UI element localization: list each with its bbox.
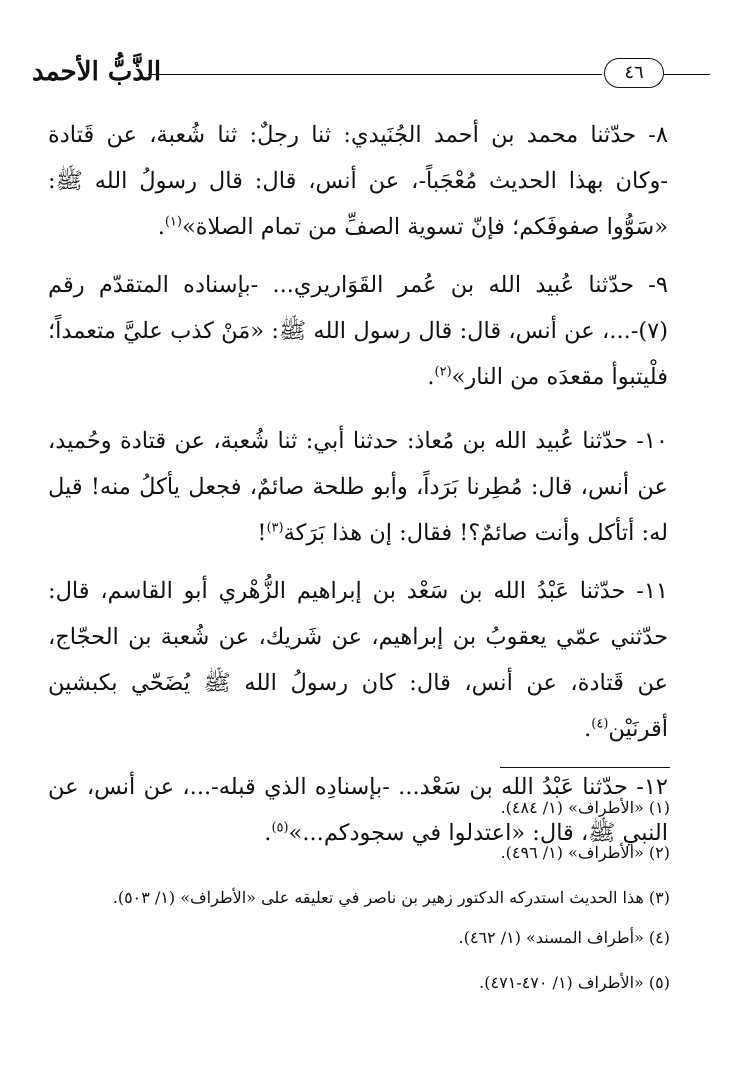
- hadith-10: ١٠- حدّثنا عُبيد الله بن مُعاذ: حدثنا أبي: ثنا شُعبة، عن قتادة وحُميد، عن أنس، قال: مُطِرنا بَرَداً، وأبو طلحة صائمٌ، فجعل يأكلُ منه! قيل له: أتأكل وأنت صائمٌ؟! فقال: إن هذا بَرَكة$^{(٣)}$!: [48, 428, 668, 546]
- book-title: الذَّبُّ الأحمد: [32, 57, 162, 87]
- header-rule: [148, 74, 602, 75]
- footnote-ref-2[interactable]: (٢): [434, 364, 452, 380]
- footnote-4: (٤) «أطراف المسند» (١/ ٤٦٢).: [458, 928, 670, 947]
- footnote-ref-3[interactable]: (٣): [266, 520, 284, 536]
- footnote-ref-4[interactable]: (٤): [591, 716, 609, 732]
- footnote-5: (٥) «الأطراف (١/ ٤٧٠-٤٧١).: [479, 973, 670, 992]
- hadith-8: ٨- حدّثنا محمد بن أحمد الجُنَيدي: ثنا رجلٌ: ثنا شُعبة، عن قَتادة -وكان بهذا الحديث مُعْجَباً-، عن أنس، قال: قال رسولُ الله ﷺ: «سَوُّوا صفوفَكم؛ فإنّ تسوية الصفِّ من تمام الصلاة»$^{(١)}$.: [48, 122, 668, 240]
- hadith-12: ١٢- حدّثنا عَبْدُ الله بن سَعْد... -بإسنادِه الذي قبله-...، عن أنس، عن النبي ﷺ، قال: «اعتدلوا في سجودكم...»$^{(٥)}$.: [48, 774, 668, 846]
- hadith-9: ٩- حدّثنا عُبيد الله بن عُمر القَوَاريري... -بإسناده المتقدّم رقم (٧)-...، عن أنس، قال: قال رسول الله ﷺ: «مَنْ كذب عليَّ متعمداً؛ فلْيتبوأ مقعدَه من النار»$^{(٢)}$.: [48, 272, 668, 390]
- footnote-separator: [500, 767, 670, 768]
- footnote-ref-1[interactable]: (١): [164, 214, 182, 230]
- footnote-1: (١) «الأطراف» (١/ ٤٨٤).: [500, 798, 670, 817]
- main-text: [48, 112, 668, 856]
- page-number: ٤٦: [604, 58, 664, 88]
- footnotes: [44, 767, 670, 1016]
- footnote-ref-5[interactable]: (٥): [271, 820, 289, 836]
- hadith-11: ١١- حدّثنا عَبْدُ الله بن سَعْد بن إبراهيم الزُّهْري أبو القاسم، قال: حدّثني عمّي يعقوبُ بن إبراهيم، عن شَريك، عن شُعبة بن الحجّاج، عن قَتادة، عن أنس، قال: كان رسولُ الله ﷺ يُضَحّي بكبشين أقرنَيْن$^{(٤)}$.: [48, 578, 668, 742]
- footnote-2: (٢) «الأطراف» (١/ ٤٩٦).: [500, 843, 670, 862]
- footnote-3: (٣) هذا الحديث استدركه الدكتور زهير بن ناصر في تعليقه على «الأطراف» (١/ ٥٠٣).: [112, 888, 670, 907]
- running-header: [30, 55, 710, 95]
- page-number-line: [664, 74, 710, 75]
